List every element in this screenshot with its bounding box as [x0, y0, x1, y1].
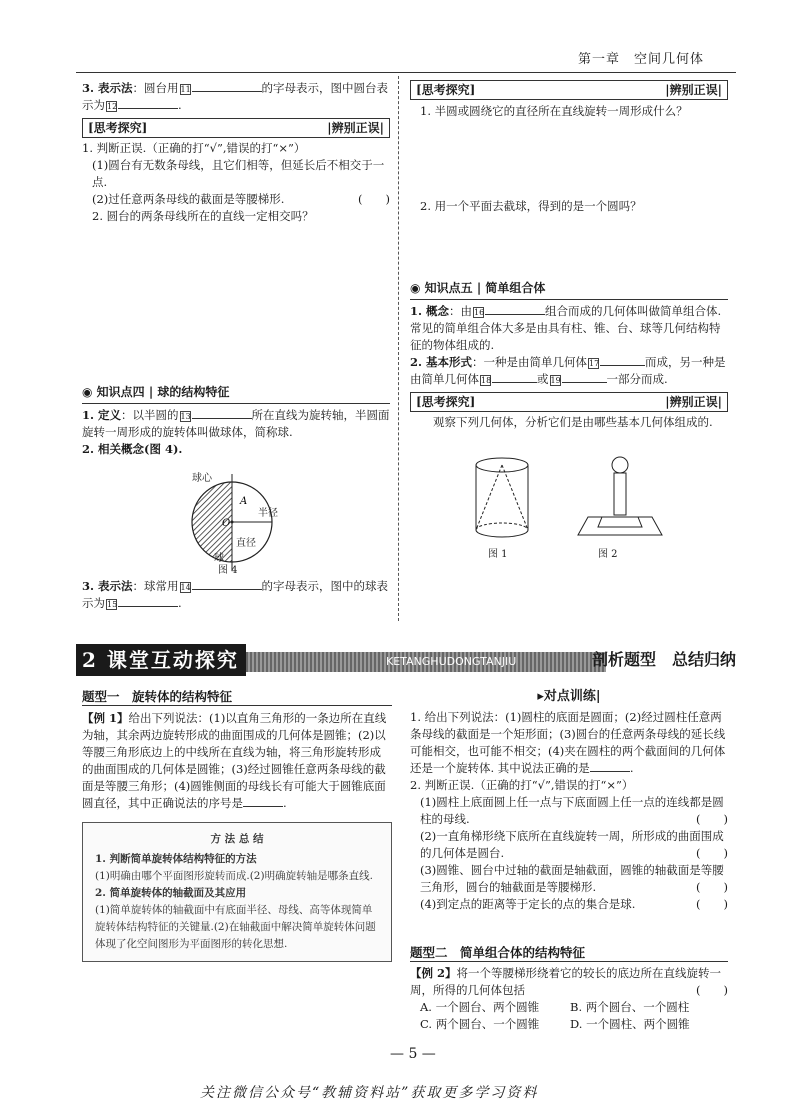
think-box-title: [思考探究] |辨别正误|: [82, 118, 390, 138]
think-q1: 1. 判断正误.（正确的打“√”,错误的打“×”）: [82, 141, 306, 155]
composite-solids-figure: [470, 455, 670, 545]
option-d[interactable]: D. 一个圆柱、两个圆锥: [570, 1017, 690, 1031]
think-q2: 2. 圆台的两条母线所在的直线一定相交吗？: [92, 209, 314, 223]
header-rule: [76, 72, 736, 73]
think-box-title-right: [思考探究] |辨别正误|: [410, 80, 728, 100]
think-box-title-kp5: [思考探究] |辨别正误|: [410, 392, 728, 412]
kp5-think-question: 观察下列几何体，分析它们是由哪些基本几何体组成的.: [433, 415, 713, 429]
blank-15[interactable]: [118, 595, 178, 607]
figure-4-caption: 图 4: [218, 565, 238, 576]
center-dot: [231, 521, 234, 524]
blank-13[interactable]: [192, 407, 252, 419]
section-title: 2 课堂互动探究: [76, 644, 246, 676]
options-row-1: [410, 999, 728, 1016]
practice-q2d: (4)到定点的距离等于定长的点的集合是球. ( ): [420, 897, 728, 911]
notation-line: 3. 表示法：圆台用 11 的字母表示，图中圆台表 示为 12 .: [82, 81, 389, 112]
method-2-text: (1)简单旋转体的轴截面中有底面半径、母线、高等体现简单旋转体结构特征的关键量.(2)在轴截面中解决简单旋转体问题体现了化空间图形为平面图形的转化思想.: [95, 904, 376, 950]
type-2-title: 题型二 简单组合体的结构特征: [410, 944, 728, 962]
kp4-title: ◉ 知识点四 | 球的结构特征: [82, 384, 390, 404]
num-11: 11: [180, 84, 191, 94]
method-title: 方 法 总 结: [210, 833, 264, 845]
figure-1-caption: 图 1: [488, 549, 508, 560]
label-diameter: 直径: [236, 538, 256, 549]
chapter-header: 第一章 空间几何体: [578, 52, 705, 67]
kp5-title: ◉ 知识点五 | 简单组合体: [410, 280, 728, 300]
num-12: 12: [107, 101, 118, 111]
figure-2-caption: 图 2: [598, 549, 618, 560]
practice-q1-answer[interactable]: [590, 760, 630, 772]
think-q1a: (1)圆台有无数条母线，且它们相等，但延长后不相交于一点.: [92, 158, 385, 189]
blank-18[interactable]: [492, 371, 537, 383]
label-center: 球心: [192, 473, 212, 484]
blank-16[interactable]: [485, 303, 545, 315]
type-1-title: 题型一 旋转体的结构特征: [82, 688, 392, 706]
practice-q2a: (1)圆柱上底面圆上任一点与下底面圆上任一点的连线都是圆柱的母线. ( ): [420, 795, 728, 826]
blank-19[interactable]: [562, 371, 607, 383]
knowledge-point-5: [410, 280, 728, 431]
method-1-title: 1. 判断简单旋转体结构特征的方法: [95, 853, 257, 865]
kp5-concept: 1. 概念：由 16 组合而成的几何体叫做简单组合体. 常见的简单组合体大多是由具有柱、锥、台、球等几何结构特征的物体组成的.: [410, 304, 722, 352]
footer-note: 关注微信公众号“教辅资料站”获取更多学习资料: [200, 1085, 539, 1101]
kp4-definition: 1. 定义：以半圆的 13 所在直线为旋转轴，半圆面旋转一周形成的旋转体叫做球体，简称球.: [82, 408, 390, 439]
blank-17[interactable]: [600, 354, 645, 366]
label-ball: 球: [214, 553, 224, 564]
section-bar: [76, 644, 736, 676]
option-c[interactable]: C. 两个圆台、一个圆锥: [420, 1017, 540, 1031]
type-2-section: [410, 944, 728, 1033]
kp4-notation: 3. 表示法：球常用 14 的字母表示，图中的球表 示为 15 .: [82, 579, 389, 610]
example-2: 【例 2】将一个等腰梯形绕着它的较长的底边所在直线旋转一周，所得的几何体包括 ( ): [410, 966, 728, 997]
section-subtitle: 剖析题型 总结归纳: [591, 650, 736, 669]
practice-section: [410, 688, 728, 913]
practice-q2c: (3)圆锥、圆台中过轴的截面是轴截面，圆锥的轴截面是等腰三角形，圆台的轴截面是等腰梯形. ( ): [420, 863, 728, 894]
label-radius: 半径: [258, 508, 278, 519]
option-b[interactable]: B. 两个圆台、一个圆柱: [570, 1000, 690, 1014]
practice-q2: 2. 判断正误.（正确的打“√”,错误的打“×”）: [410, 778, 634, 792]
kp4-concept: 2. 相关概念(图 4).: [82, 442, 183, 456]
right-think-q2: 2. 用一个平面去截球，得到的是一个圆吗？: [420, 199, 642, 213]
blank-12[interactable]: [118, 97, 178, 109]
option-a[interactable]: A. 一个圆台、两个圆锥: [420, 1000, 540, 1014]
practice-q1: 1. 给出下列说法：(1)圆柱的底面是圆面；(2)经过圆柱任意两条母线的截面是一个矩形面；(3)圆台的任意两条母线的延长线可能相交，也可能不相交；(4)夹在圆柱的两个截面间的几何体还是一个旋转体. 其中说法正确的是 .: [410, 710, 726, 775]
kp5-forms: 2. 基本形式：一种是由简单几何体 17 而成，另一种是由简单几何体 18 或 19 一部分而成.: [410, 355, 726, 386]
method-2-title: 2. 简单旋转体的轴截面及其应用: [95, 887, 247, 899]
practice-title: ▸对点训练|: [537, 689, 601, 704]
type-1-section: [82, 688, 392, 962]
example-1: 【例 1】给出下列说法：(1)以直角三角形的一条边所在直线为轴，其余两边旋转形成的曲面围成的几何体是圆锥；(2)以等腰三角形底边上的中线所在直线为轴，将三角形旋转形成的曲面围成的几何体是圆锥；(3)经过圆锥任意两条母线的截面是等腰三角形；(4)圆锥侧面的母线长有可能大于圆锥底面圆直径，其中正确说法的序号是 .: [82, 711, 387, 810]
section-pinyin: KETANGHUDONGTANJIU: [246, 652, 606, 672]
practice-q2b: (2)一直角梯形绕下底所在直线旋转一周，所形成的曲面围成的几何体是圆台. ( ): [420, 829, 728, 860]
right-top-section: [410, 80, 728, 215]
left-top-section: [82, 80, 390, 225]
figure-1-cylinder-cone: [476, 458, 528, 537]
options-row-2: [410, 1016, 728, 1033]
right-think-q1: 1. 半圆或圆绕它的直径所在直线旋转一周形成什么？: [420, 104, 688, 118]
point-a-label: A: [240, 496, 248, 507]
example-1-answer[interactable]: [243, 795, 283, 807]
method-summary-box: [82, 822, 392, 962]
blank-11[interactable]: [192, 80, 262, 92]
point-o-label: O: [222, 518, 231, 529]
figure-2-sphere-prism-frustum: [578, 457, 662, 535]
think-q1b: (2)过任意两条母线的截面是等腰梯形. ( ): [92, 192, 390, 206]
method-1-text: (1)明确由哪个平面图形旋转而成.(2)明确旋转轴是哪条直线.: [95, 870, 373, 882]
knowledge-point-4: [82, 384, 390, 458]
column-divider: [398, 76, 399, 621]
blank-14[interactable]: [192, 578, 262, 590]
page-number: — 5 —: [390, 1046, 436, 1062]
